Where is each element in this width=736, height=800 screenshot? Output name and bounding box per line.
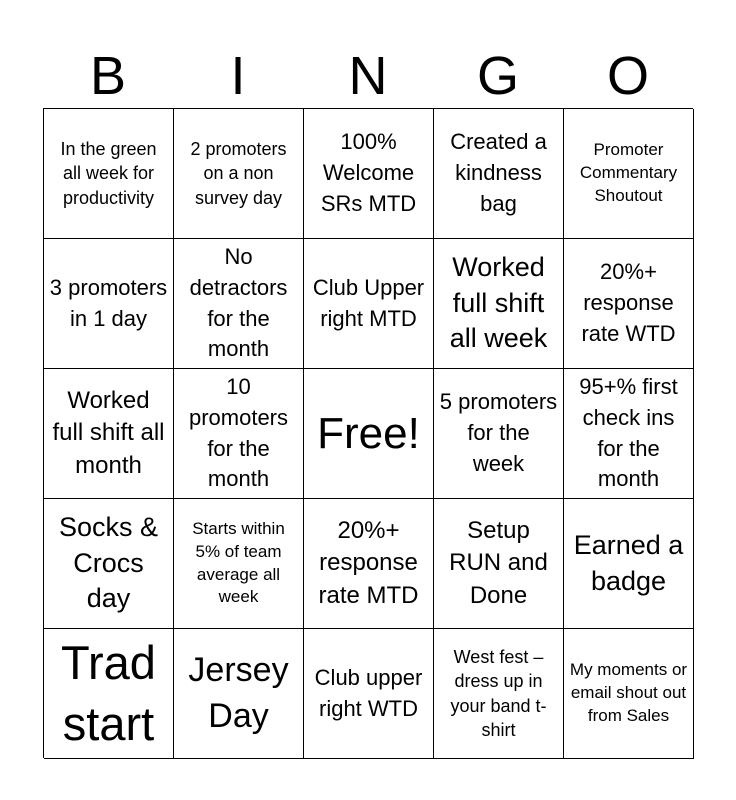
bingo-cell[interactable]: [564, 369, 694, 499]
bingo-cell[interactable]: [44, 109, 174, 239]
bingo-cell[interactable]: [434, 239, 564, 369]
header-letter-i: I: [230, 46, 246, 106]
cell-text: West fest – dress up in your band t-shirt: [450, 646, 547, 740]
bingo-cell[interactable]: [44, 369, 174, 499]
cell-text: Socks & Crocs day: [58, 512, 159, 614]
bingo-grid: [43, 108, 693, 758]
cell-text: 20%+ response rate WTD: [581, 259, 676, 346]
cell-text: Worked full shift all week: [449, 252, 548, 354]
cell-text: Promoter Commentary Shoutout: [579, 140, 678, 205]
cell-text: Starts within 5% of team average all week: [192, 518, 285, 607]
bingo-cell[interactable]: [304, 109, 434, 239]
header-letter-b: B: [89, 46, 127, 106]
header-letter-n: N: [348, 46, 388, 106]
cell-text: 95+% first check ins for the month: [579, 373, 678, 492]
bingo-cell[interactable]: [434, 499, 564, 629]
bingo-cell[interactable]: [174, 109, 304, 239]
bingo-cell[interactable]: [304, 499, 434, 629]
cell-text: Worked full shift all month: [52, 386, 165, 479]
cell-text: No detractors for the month: [189, 243, 288, 362]
bingo-cell[interactable]: [304, 239, 434, 369]
cell-text: In the green all week for productivity: [60, 139, 157, 208]
cell-text: Created a kindness bag: [450, 129, 547, 216]
bingo-cell[interactable]: [564, 109, 694, 239]
bingo-cell[interactable]: [174, 499, 304, 629]
bingo-cell[interactable]: [174, 369, 304, 499]
cell-text: 20%+ response rate MTD: [318, 516, 419, 609]
bingo-cell-free[interactable]: [304, 369, 434, 499]
cell-text: 5 promoters for the week: [439, 389, 558, 476]
bingo-cell[interactable]: [174, 239, 304, 369]
cell-text: 100% Welcome SRs MTD: [320, 129, 417, 216]
bingo-cell[interactable]: [434, 629, 564, 759]
cell-text: 10 promoters for the month: [188, 373, 289, 492]
header-letter-g: G: [476, 46, 519, 106]
bingo-header: [43, 44, 693, 108]
bingo-cell[interactable]: [434, 109, 564, 239]
cell-text: Free!: [317, 408, 420, 458]
cell-text: Trad start: [61, 636, 156, 750]
bingo-cell[interactable]: [564, 499, 694, 629]
cell-text: Club Upper right MTD: [312, 274, 425, 331]
header-letter-o: O: [606, 46, 649, 106]
cell-text: Club upper right WTD: [314, 664, 423, 721]
cell-text: Setup RUN and Done: [449, 516, 548, 609]
cell-text: 3 promoters in 1 day: [49, 274, 168, 331]
bingo-cell[interactable]: [44, 629, 174, 759]
bingo-cell[interactable]: [174, 629, 304, 759]
bingo-cell[interactable]: [44, 239, 174, 369]
cell-text: My moments or email shout out from Sales: [569, 660, 688, 725]
cell-text: Jersey Day: [188, 650, 289, 735]
bingo-cell[interactable]: [434, 369, 564, 499]
cell-text: Earned a badge: [573, 529, 684, 596]
bingo-cell[interactable]: [564, 239, 694, 369]
cell-text: 2 promoters on a non survey day: [190, 139, 287, 208]
bingo-cell[interactable]: [44, 499, 174, 629]
bingo-cell[interactable]: [304, 629, 434, 759]
bingo-cell[interactable]: [564, 629, 694, 759]
